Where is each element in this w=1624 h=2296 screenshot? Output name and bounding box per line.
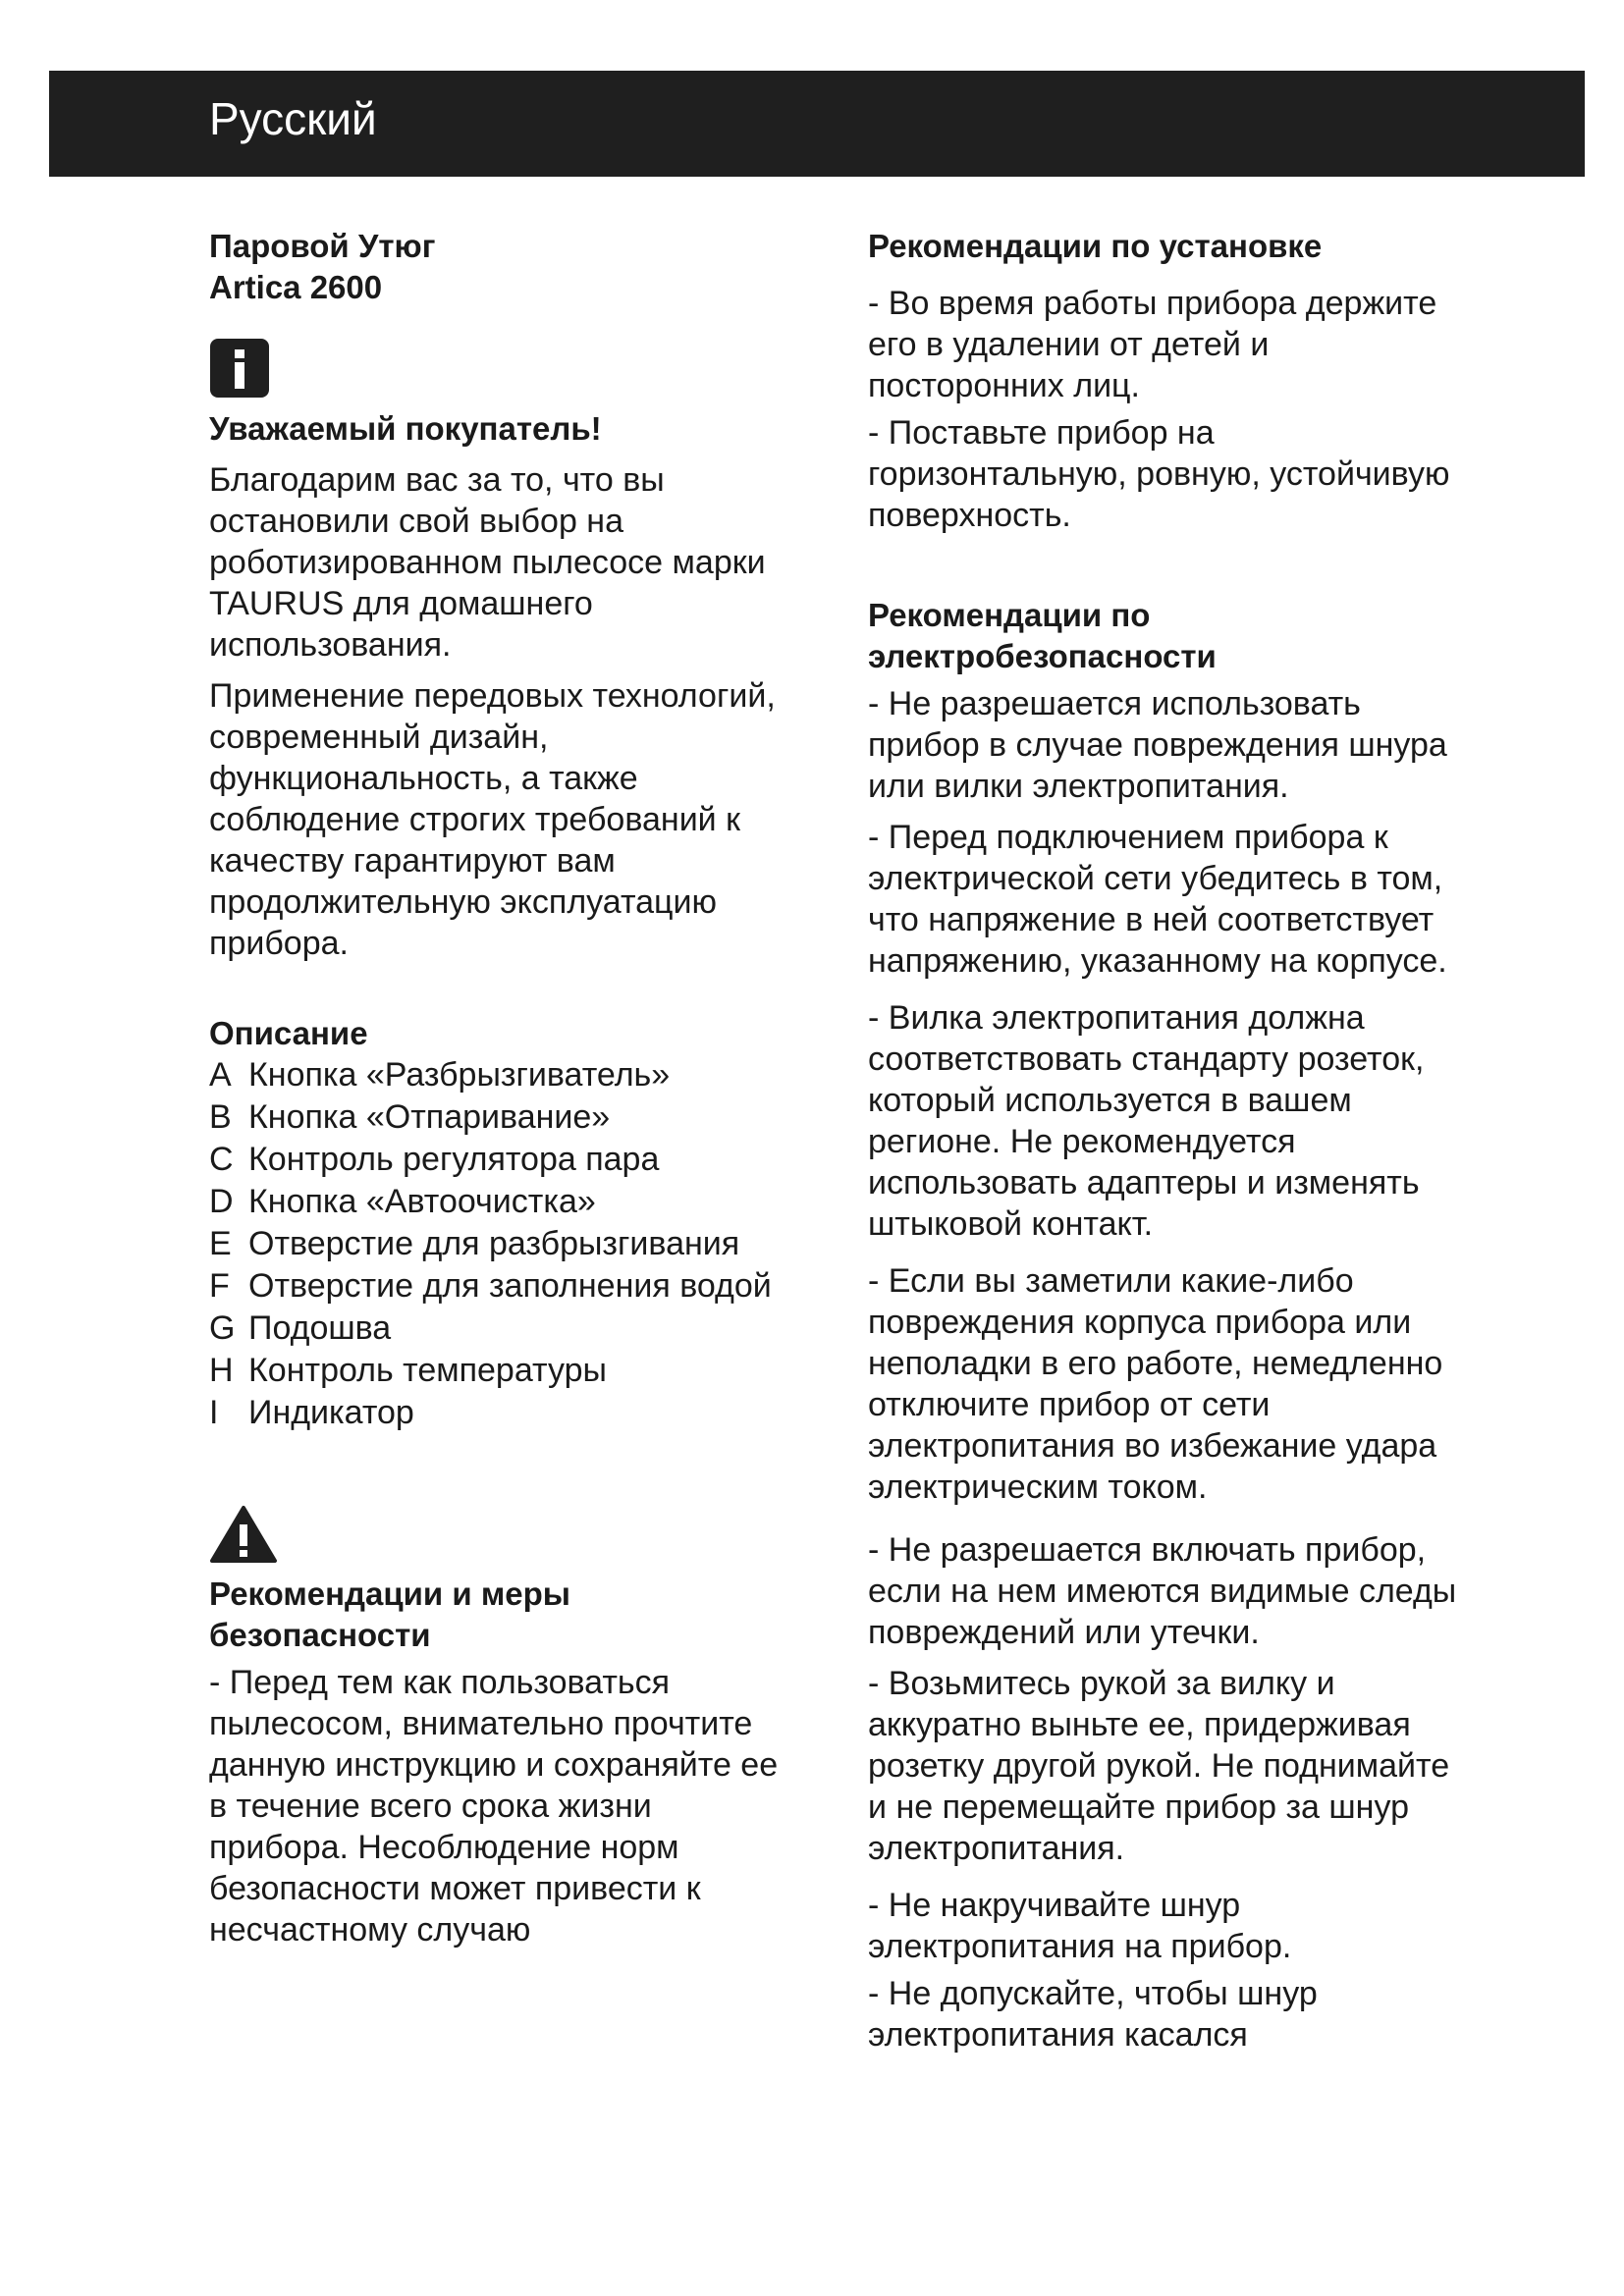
electric-paragraph-6: - Возьмитесь рукой за вилку и аккуратно выньте ее, придерживая розетку другой рукой. Не поднимайте и не перемещайте прибор за шнур электропитания. — [868, 1665, 1450, 1867]
electric-paragraph-4: - Если вы заметили какие-либо повреждения корпуса прибора или неполадки в его работе, немедленно отключите прибор от сети электропитания во избежание удара электрическим током. — [868, 1262, 1443, 1506]
electric-paragraph-2: - Перед подключением прибора к электрической сети убедитесь в том, что напряжение в ней соответствует напряжению, указанному на корпусе. — [868, 819, 1447, 980]
safety-heading: Рекомендации и меры безопасности — [209, 1575, 570, 1653]
description-letter: F — [209, 1267, 230, 1305]
installation-paragraph-2: - Поставьте прибор на горизонтальную, ровную, устойчивую поверхность. — [868, 414, 1450, 534]
description-text: Отверстие для разбрызгивания — [248, 1225, 740, 1262]
language-title: Русский — [209, 93, 377, 144]
right-column — [868, 226, 1467, 2056]
description-text: Кнопка «Отпаривание» — [248, 1098, 611, 1136]
intro-paragraph-2: Применение передовых технологий, современный дизайн, функциональность, а также соблюдение строгих требований к качеству гарантируют вам продолжительную эксплуатацию прибора. — [209, 677, 776, 962]
description-letter: A — [209, 1056, 232, 1094]
description-item — [209, 1096, 788, 1139]
description-letter: I — [209, 1394, 219, 1431]
description-text: Контроль регулятора пара — [248, 1141, 660, 1178]
electric-paragraph-5: - Не разрешается включать прибор, если на нем имеются видимые следы повреждений или утечки. — [868, 1531, 1457, 1651]
electric-paragraph-7: - Не накручивайте шнур электропитания на прибор. — [868, 1887, 1292, 1965]
description-item — [209, 1054, 788, 1096]
description-letter: H — [209, 1352, 234, 1389]
description-heading: Описание — [209, 1015, 368, 1051]
description-letter: D — [209, 1183, 234, 1220]
electric-paragraph-3: - Вилка электропитания должна соответствовать стандарту розеток, который используется в вашем регионе. Не рекомендуется использовать адаптеры и изменять штыковой контакт. — [868, 999, 1425, 1243]
language-header-bar — [49, 71, 1585, 177]
installation-heading: Рекомендации по установке — [868, 228, 1323, 264]
description-letter: E — [209, 1225, 232, 1262]
description-text: Индикатор — [248, 1394, 414, 1431]
description-text: Кнопка «Автоочистка» — [248, 1183, 596, 1220]
description-letter: B — [209, 1098, 232, 1136]
electric-paragraph-8: - Не допускайте, чтобы шнур электропитания касался — [868, 1975, 1318, 2054]
product-model: Artica 2600 — [209, 269, 383, 305]
safety-paragraph-1: - Перед тем как пользоваться пылесосом, внимательно прочтите данную инструкцию и сохраняйте ее в течение всего срока жизни прибора. Несоблюдение норм безопасности может привести к несчастному случаю — [209, 1664, 779, 1949]
description-item — [209, 1265, 788, 1308]
description-text: Контроль температуры — [248, 1352, 607, 1389]
intro-paragraph-1: Благодарим вас за то, что вы остановили свой выбор на роботизированном пылесосе марки TAURUS для домашнего использования. — [209, 461, 766, 664]
product-name: Паровой Утюг — [209, 228, 436, 264]
description-letter: G — [209, 1309, 236, 1347]
installation-paragraph-1: - Во время работы прибора держите его в удалении от детей и посторонних лиц. — [868, 285, 1437, 404]
description-item — [209, 1308, 788, 1350]
description-text: Кнопка «Разбрызгиватель» — [248, 1056, 671, 1094]
description-text: Подошва — [248, 1309, 392, 1347]
description-letter: C — [209, 1141, 234, 1178]
description-item — [209, 1223, 788, 1265]
description-list — [209, 1054, 788, 1434]
warning-icon — [209, 1505, 278, 1564]
description-text: Отверстие для заполнения водой — [248, 1267, 772, 1305]
info-icon — [209, 338, 270, 399]
greeting-heading: Уважаемый покупатель! — [209, 410, 602, 447]
description-item — [209, 1181, 788, 1223]
left-column — [209, 226, 788, 1950]
electric-paragraph-1: - Не разрешается использовать прибор в случае повреждения шнура или вилки электропитания. — [868, 685, 1447, 805]
description-item — [209, 1139, 788, 1181]
electric-safety-heading: Рекомендации по электробезопасности — [868, 597, 1217, 674]
description-item — [209, 1350, 788, 1392]
description-item — [209, 1392, 788, 1434]
